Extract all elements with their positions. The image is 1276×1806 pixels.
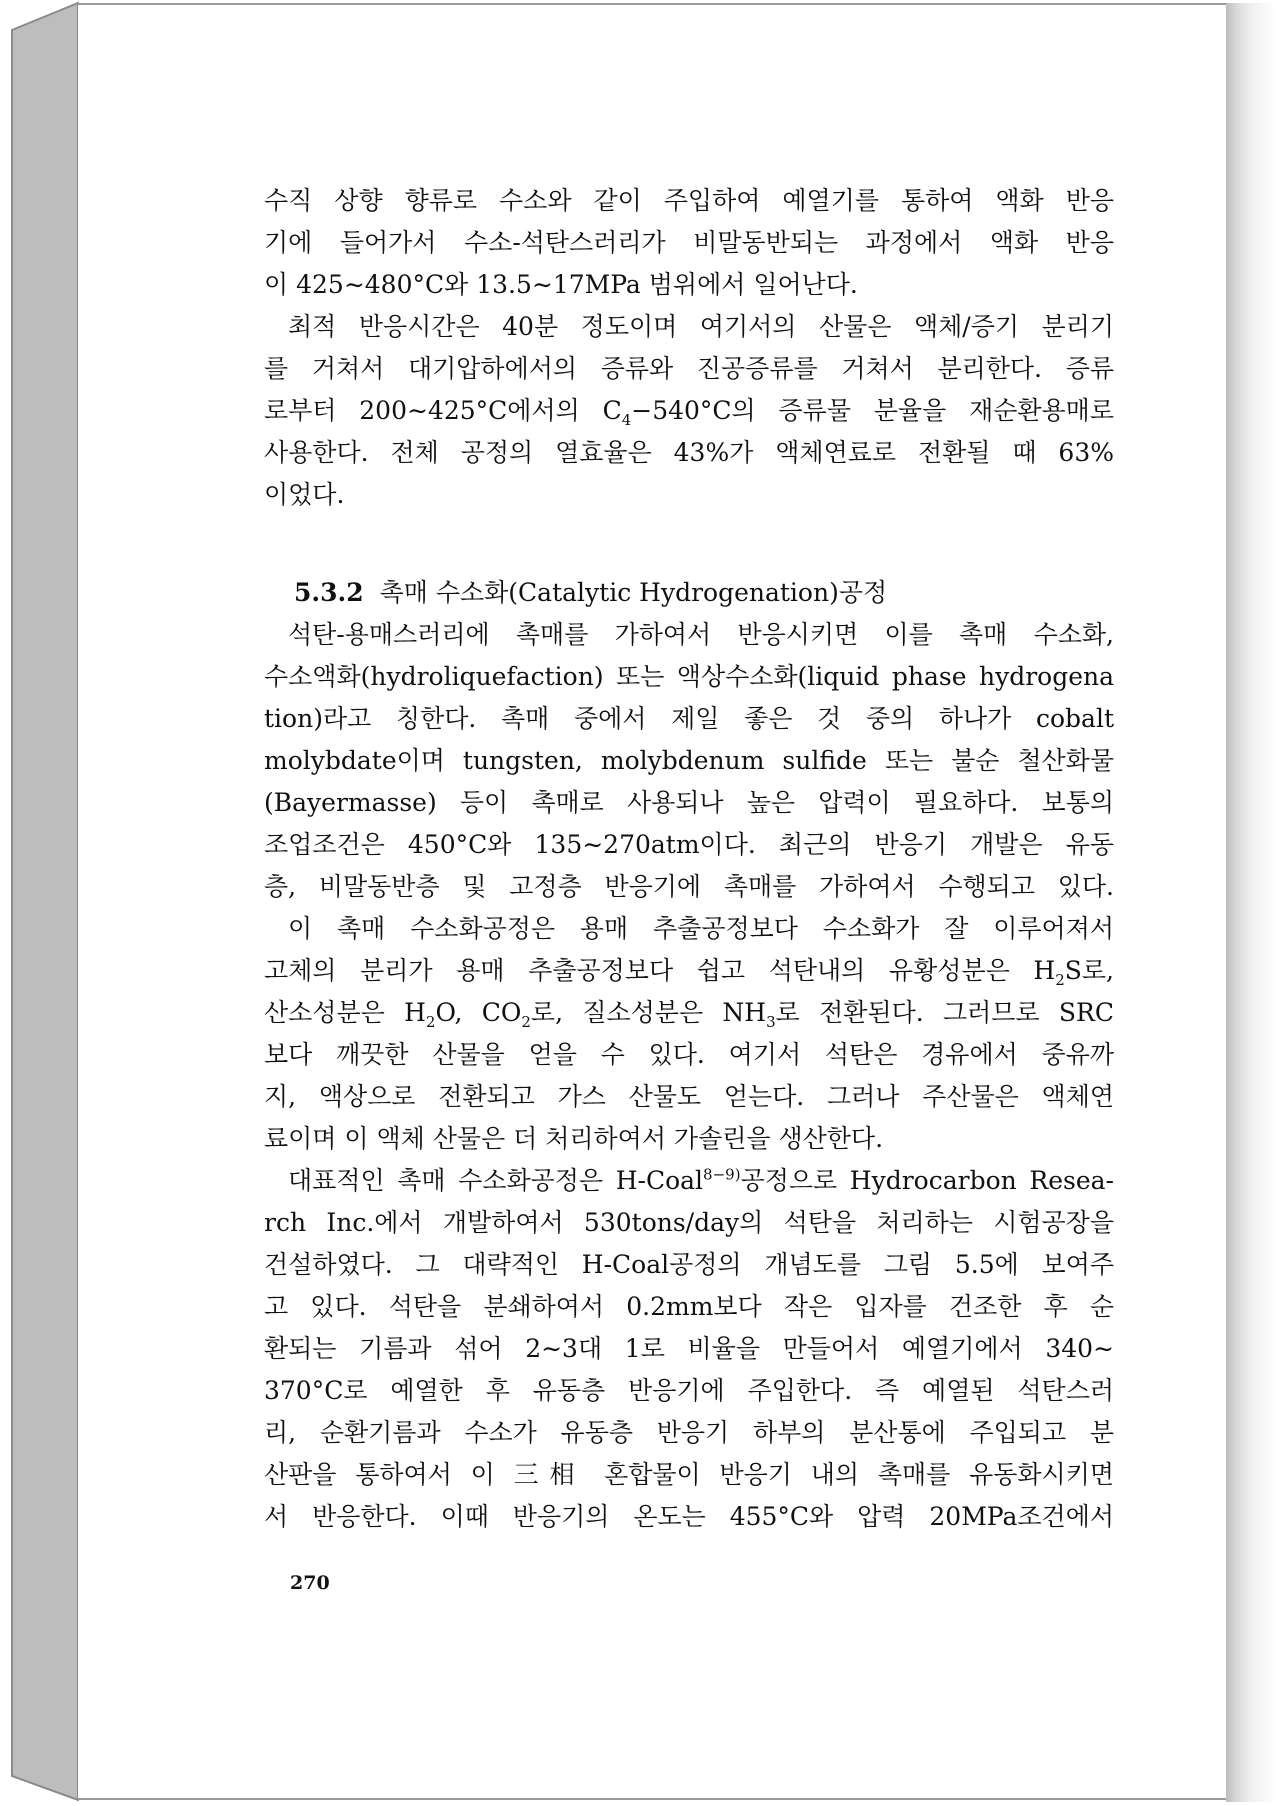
text-line [264,950,1114,992]
text-segment: 대표적인 촉매 수소화공정은 H-Coal [288,1166,704,1195]
text-segment: S로, [1064,956,1114,985]
paragraph [264,306,1114,516]
text-line: 를 거쳐서 대기압하에서의 증류와 진공증류를 거쳐서 분리한다. 증류 [264,354,1114,383]
text-line: 370°C로 예열한 후 유동층 반응기에 주입한다. 즉 예열된 석탄스러 [264,1376,1114,1405]
subscript: 2 [1055,971,1065,989]
subscript: 2 [521,1013,531,1031]
paragraph-continuation [264,180,1114,306]
text-line: 산판을 통하여서 이 三相 혼합물이 반응기 내의 촉매를 유동화시키면 [264,1460,1114,1489]
text-line: 층, 비말동반층 및 고정층 반응기에 촉매를 가하여서 수행되고 있다. [264,872,1114,901]
page-body [264,180,1114,1538]
text-line [264,390,1114,432]
text-line: 조업조건은 450°C와 135∼270atm이다. 최근의 반응기 개발은 유동 [264,830,1114,859]
text-line: 건설하였다. 그 대략적인 H-Coal공정의 개념도를 그림 5.5에 보여주 [264,1250,1114,1279]
section-spacer [264,516,1114,572]
text-line: (Bayermasse) 등이 촉매로 사용되나 높은 압력이 필요하다. 보통의 [264,788,1114,817]
subscript: 4 [621,411,632,429]
text-line: tion)라고 칭한다. 촉매 중에서 제일 좋은 것 중의 하나가 cobalt [264,704,1114,733]
section-heading [264,572,1114,614]
text-segment: O, CO [435,998,522,1027]
text-line: molybdate이며 tungsten, molybdenum sulfide 또는 불순 철산화물 [264,746,1114,775]
text-line: 수소액화(hydroliquefaction) 또는 액상수소화(liquid phase hydrogena [264,662,1114,691]
paragraph [264,614,1114,908]
text-line: 이 촉매 수소화공정은 용매 추출공정보다 수소화가 잘 이루어져서 [288,914,1114,943]
text-line: rch Inc.에서 개발하여서 530tons/day의 석탄을 처리하는 시험공장을 [264,1208,1114,1237]
text-segment: 로 전환된다. 그러므로 SRC [775,998,1115,1027]
text-segment: 공정으로 Hydrocarbon Resea- [740,1166,1114,1195]
text-line: 사용한다. 전체 공정의 열효율은 43%가 액체연료로 전환될 때 63% [264,438,1114,467]
text-line: 료이며 이 액체 산물은 더 처리하여서 가솔린을 생산한다. [264,1124,884,1153]
text-line: 지, 액상으로 전환되고 가스 산물도 얻는다. 그러나 주산물은 액체연 [264,1082,1114,1111]
page-number: 270 [290,1572,330,1594]
text-line: 이었다. [264,480,345,509]
text-segment: 로, 질소성분은 NH [530,998,767,1027]
text-line: 석탄-용매스러리에 촉매를 가하여서 반응시키면 이를 촉매 수소화, [288,620,1114,649]
section-title: 촉매 수소화(Catalytic Hydrogenation)공정 [379,578,888,607]
text-line: 이 425∼480°C와 13.5∼17MPa 범위에서 일어난다. [264,270,858,299]
subscript: 2 [425,1013,436,1031]
text-line: 환되는 기름과 섞어 2∼3대 1로 비율을 만들어서 예열기에서 340∼ [264,1334,1114,1363]
paragraph [264,1160,1114,1538]
text-line: 서 반응한다. 이때 반응기의 온도는 455°C와 압력 20MPa조건에서 [264,1502,1114,1531]
paragraph [264,908,1114,1160]
text-line: 고 있다. 석탄을 분쇄하여서 0.2mm보다 작은 입자를 건조한 후 순 [264,1292,1114,1321]
text-segment: 로부터 200∼425°C에서의 C [264,396,622,425]
text-line: 리, 순환기름과 수소가 유동층 반응기 하부의 분산통에 주입되고 분 [264,1418,1114,1447]
page-edge-shadow [1226,3,1276,1802]
text-line: 수직 상향 향류로 수소와 같이 주입하여 예열기를 통하여 액화 반응 [264,186,1114,215]
subscript: 3 [766,1013,776,1031]
text-line [264,1160,1114,1202]
text-line: 보다 깨끗한 산물을 얻을 수 있다. 여기서 석탄은 경유에서 중유까 [264,1040,1114,1069]
text-line [264,992,1114,1034]
text-line: 최적 반응시간은 40분 정도이며 여기서의 산물은 액체/증기 분리기 [288,312,1114,341]
section-number: 5.3.2 [294,578,364,607]
text-line: 기에 들어가서 수소-석탄스러리가 비말동반되는 과정에서 액화 반응 [264,228,1114,257]
text-segment: 산소성분은 H [264,998,426,1027]
text-segment: 고체의 분리가 용매 추출공정보다 쉽고 석탄내의 유황성분은 H [264,956,1056,985]
reference-superscript: 8−9) [703,1165,741,1184]
text-segment: −540°C의 증류물 분율을 재순환용매로 [631,396,1114,425]
